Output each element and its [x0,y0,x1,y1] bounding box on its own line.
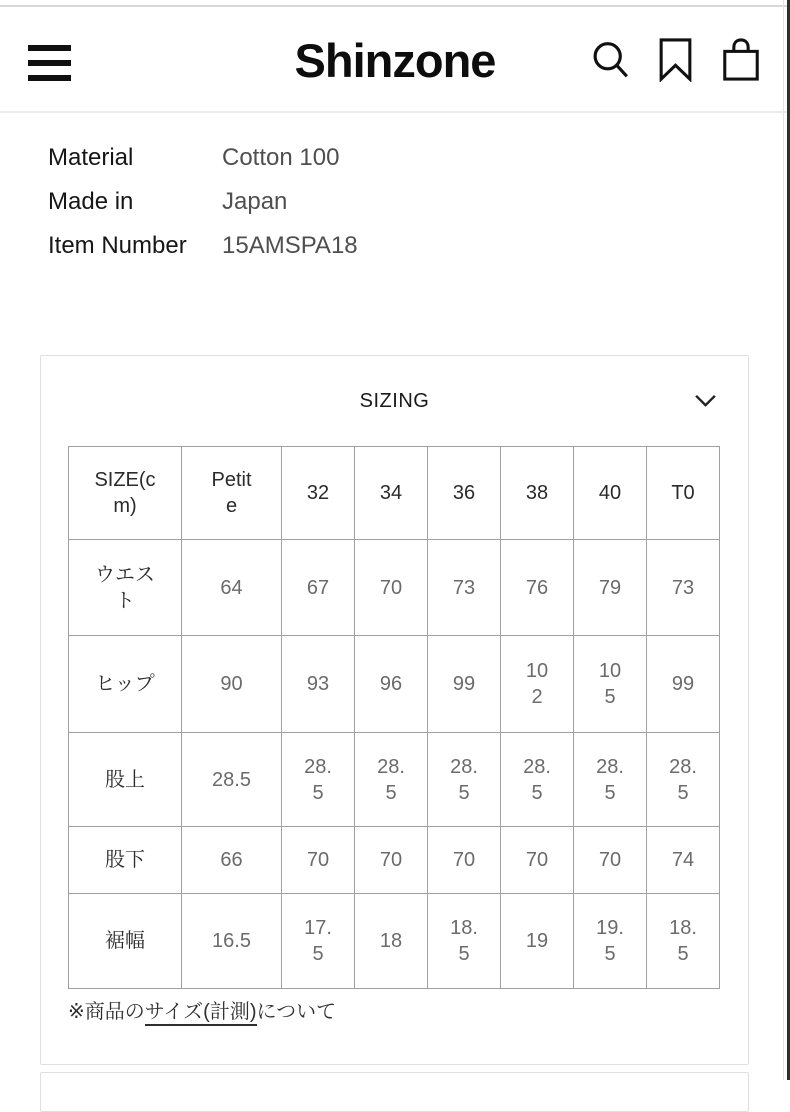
size-cell: 99 [428,636,501,733]
sizing-section [40,355,749,1065]
size-cell: 93 [282,636,355,733]
scrollbar-track [783,0,784,1080]
sizing-title: SIZING [359,389,430,412]
size-col-header: SIZE(cm) [69,447,182,540]
table-header-row [69,447,720,540]
size-col-header: 38 [501,447,574,540]
size-col-header: 34 [355,447,428,540]
size-col-header: 32 [282,447,355,540]
size-cell: 74 [647,827,720,894]
size-cell: 99 [647,636,720,733]
size-cell: 70 [428,827,501,894]
size-row-label: ヒップ [69,636,182,733]
size-cell: 73 [647,540,720,636]
sizing-table [68,446,720,989]
header-actions [590,37,762,82]
size-cell: 19.5 [574,894,647,989]
size-cell: 18 [355,894,428,989]
app-header [0,7,790,113]
size-cell: 18.5 [428,894,501,989]
detail-value: Japan [222,188,288,215]
size-measurement-link[interactable]: サイズ(計測) [145,1001,257,1026]
table-row [69,894,720,989]
size-cell: 28.5 [282,733,355,827]
size-cell: 28.5 [428,733,501,827]
size-col-header: T0 [647,447,720,540]
detail-value: 15AMSPA18 [222,232,358,259]
table-row [69,827,720,894]
size-row-label: 股下 [69,827,182,894]
chevron-down-icon[interactable] [694,393,717,408]
detail-value: Cotton 100 [222,144,340,171]
size-cell: 66 [182,827,282,894]
size-col-header: Petite [182,447,282,540]
product-details [48,136,358,268]
size-cell: 18.5 [647,894,720,989]
next-section-card[interactable] [40,1072,749,1112]
size-cell: 102 [501,636,574,733]
size-cell: 70 [282,827,355,894]
detail-label: Item Number [48,232,187,259]
detail-label: Made in [48,188,134,215]
bookmark-button[interactable] [658,38,693,82]
sizing-accordion-header[interactable] [41,356,748,446]
size-cell: 28.5 [501,733,574,827]
size-cell: 90 [182,636,282,733]
size-cell: 70 [355,827,428,894]
size-cell: 28.5 [182,733,282,827]
size-cell: 16.5 [182,894,282,989]
size-row-label: 股上 [69,733,182,827]
brand-logo[interactable]: Shinzone [294,34,496,87]
size-cell: 28.5 [355,733,428,827]
size-cell: 70 [574,827,647,894]
size-cell: 96 [355,636,428,733]
size-cell: 73 [428,540,501,636]
size-row-label: 裾幅 [69,894,182,989]
size-row-label: ウエスト [69,540,182,636]
size-cell: 19 [501,894,574,989]
table-row [69,636,720,733]
size-cell: 67 [282,540,355,636]
bag-icon [720,37,762,82]
size-col-header: 36 [428,447,501,540]
detail-label: Material [48,144,134,171]
size-cell: 70 [355,540,428,636]
size-cell: 105 [574,636,647,733]
size-cell: 70 [501,827,574,894]
size-cell: 76 [501,540,574,636]
size-cell: 17.5 [282,894,355,989]
size-cell: 64 [182,540,282,636]
bag-button[interactable] [720,37,762,82]
search-button[interactable] [590,38,631,82]
search-icon [590,38,631,82]
table-row [69,733,720,827]
size-col-header: 40 [574,447,647,540]
size-cell: 28.5 [647,733,720,827]
size-measurement-note: ※商品のサイズ(計測)について [68,995,748,1024]
table-row [69,540,720,636]
bookmark-icon [658,38,693,82]
size-cell: 28.5 [574,733,647,827]
size-cell: 79 [574,540,647,636]
